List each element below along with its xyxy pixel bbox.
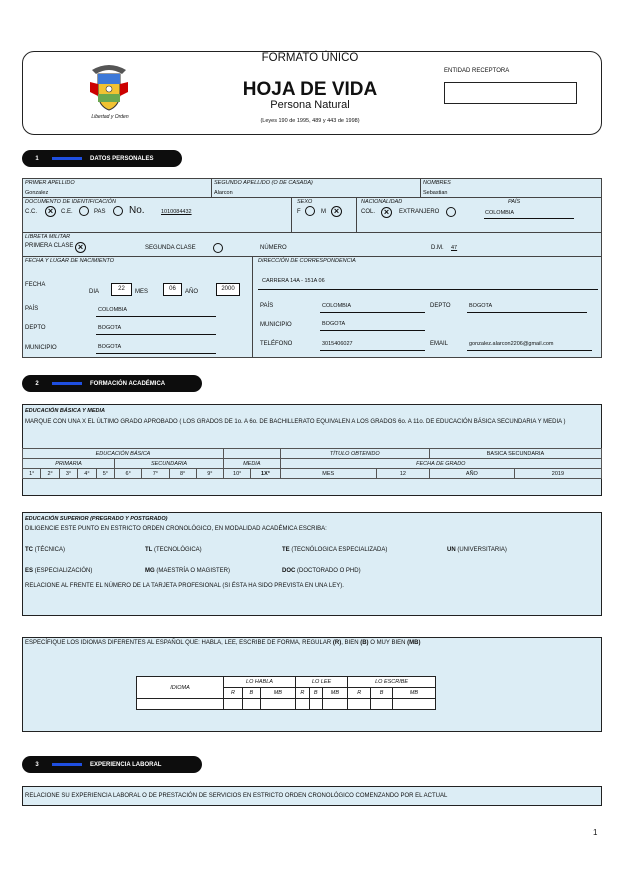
sexo-m-label: M — [321, 209, 326, 215]
tarjeta-instructions: RELACIONE AL FRENTE EL NÚMERO DE LA TARJETA PROFESIONAL (SI ÉSTA HA SIDO PREVISTA EN UNA LEY). — [25, 583, 344, 589]
doc-no-label: No. — [129, 205, 145, 216]
superior-title: EDUCACIÓN SUPERIOR (PREGRADO Y POSTGRADO) — [25, 516, 168, 522]
telefono-underline — [320, 350, 425, 351]
dia-field[interactable]: 22 — [111, 283, 132, 296]
media-header: MEDIA — [223, 459, 280, 469]
primera-clase-radio-checked[interactable]: × — [75, 242, 86, 253]
section-2-header — [22, 375, 202, 392]
fecha-label: FECHA — [25, 282, 46, 288]
idiomas-instructions — [25, 640, 420, 646]
idioma-check[interactable] — [260, 699, 295, 710]
doc-number-value[interactable]: 1010084432 — [161, 209, 192, 215]
extranjero-label: EXTRANJERO — [399, 209, 440, 215]
modalidad-mg — [145, 568, 230, 574]
modalidad-tc — [25, 547, 65, 553]
idioma-check[interactable] — [371, 699, 393, 710]
idioma-check[interactable] — [392, 699, 435, 710]
idiomas-intro-c: O MUY BIEN — [368, 640, 408, 646]
telefono-value[interactable]: 3015406027 — [322, 341, 353, 347]
section-label: FORMACIÓN ACADÉMICA — [90, 380, 166, 387]
pas-label: PAS — [94, 209, 106, 215]
lo-habla-header: LO HABLA — [224, 677, 296, 688]
cc-label: C.C. — [25, 209, 37, 215]
primera-clase-label: PRIMERA CLASE — [25, 243, 74, 249]
doc-code: DOC — [282, 568, 296, 574]
dm-value[interactable]: 47 — [451, 245, 458, 251]
modalidad-te — [282, 547, 387, 553]
depto-value[interactable]: BOGOTA — [98, 325, 122, 331]
idiomas-intro-b: , BIEN — [341, 640, 361, 646]
form-type: FORMATO ÚNICO — [261, 52, 359, 64]
grado-mes-value[interactable]: 12 — [376, 469, 429, 479]
pais2-label: PAÍS — [260, 303, 274, 309]
section-accent — [52, 157, 82, 160]
mg-code: MG — [145, 568, 155, 574]
nacimiento-cell — [22, 256, 253, 358]
depto2-label: DEPTO — [430, 303, 451, 309]
pais-nac-underline — [484, 218, 574, 219]
grade-cell[interactable]: 1° — [23, 469, 41, 479]
segunda-clase-radio[interactable] — [213, 243, 223, 253]
modalidad-es — [25, 568, 92, 574]
te-code: TE — [282, 547, 290, 553]
anio-label: AÑO — [185, 289, 199, 295]
idioma-check[interactable] — [242, 699, 260, 710]
pais2-value[interactable]: COLOMBIA — [322, 303, 352, 309]
grade-cell[interactable]: 6° — [115, 469, 142, 479]
escribe-b: B — [371, 688, 393, 699]
idiomas-mb: (MB) — [407, 640, 421, 646]
municipio2-underline — [320, 330, 425, 331]
page-subtitle: Persona Natural — [270, 99, 350, 111]
grade-cell[interactable]: 10° — [223, 469, 250, 479]
idiomas-r: (R) — [332, 640, 342, 646]
libreta-cell — [22, 232, 602, 257]
libreta-label: LIBRETA MILITAR — [25, 234, 71, 240]
mg-text: (MAESTRÍA O MAGISTER) — [154, 568, 231, 574]
idioma-header: IDIOMA — [137, 677, 224, 699]
pais-nac-lugar-label: PAÍS — [25, 306, 39, 312]
entidad-receptora-field[interactable] — [444, 82, 577, 104]
habla-b: B — [242, 688, 260, 699]
section-accent — [52, 382, 82, 385]
idiomas-b: (B) — [360, 640, 369, 646]
telefono-label: TELÉFONO — [260, 341, 293, 347]
idioma-input[interactable] — [137, 699, 224, 710]
municipio-value[interactable]: BOGOTA — [98, 344, 122, 350]
section-label: EXPERIENCIA LABORAL — [90, 761, 162, 768]
primer-apellido-label: PRIMER APELLIDO — [25, 180, 75, 186]
pais-nac-value[interactable]: COLOMBIA — [485, 210, 515, 216]
municipio2-value[interactable]: BOGOTA — [322, 321, 346, 327]
extranjero-radio[interactable] — [446, 207, 456, 217]
sexo-f-label: F — [297, 209, 301, 215]
laws-note: (Leyes 190 de 1995, 489 y 443 de 1998) — [260, 118, 360, 124]
direccion-underline — [258, 289, 598, 290]
basica-instructions: MARQUE CON UNA X EL ÚLTIMO GRADO APROBADO ( LOS GRADOS DE 1o. A 6o. DE BACHILLERATO EQUIVALEN A LOS GRADOS 6o. A 11o. DE EDUCACIÓN BÁSICA SECUNDARIA Y MEDIA ) — [25, 419, 566, 425]
cc-radio-checked[interactable]: × — [45, 206, 56, 217]
coat-of-arms-motto: Libertad y Orden — [91, 114, 129, 120]
ce-label: C.E. — [61, 209, 73, 215]
direccion-value[interactable]: CARRERA 14A - 151A 06 — [262, 278, 325, 284]
idioma-check[interactable] — [348, 699, 371, 710]
email-value[interactable]: gonzalez.alarcon2206@gmail.com — [469, 341, 554, 347]
un-code: UN — [447, 547, 456, 553]
col-radio-checked[interactable]: × — [381, 207, 392, 218]
grade-cell[interactable]: 7° — [142, 469, 169, 479]
experiencia-instructions: RELACIONE SU EXPERIENCIA LABORAL O DE PRESTACIÓN DE SERVICIOS EN ESTRICTO ORDEN CRONOLÓGICO COMENZANDO POR EL ACTUAL — [25, 793, 448, 799]
grados-table — [22, 448, 602, 479]
email-underline — [467, 350, 592, 351]
fecha-grado-header: FECHA DE GRADO — [280, 459, 601, 469]
municipio2-label: MUNICIPIO — [260, 322, 292, 328]
lee-mb: MB — [322, 688, 348, 699]
nombres-value[interactable]: Sebastian — [423, 190, 448, 196]
modalidad-un — [447, 547, 507, 553]
escribe-mb: MB — [392, 688, 435, 699]
segundo-apellido-value[interactable]: Alarcon — [214, 190, 233, 196]
grade-cell[interactable]: 3° — [59, 469, 77, 479]
col-label: COL. — [361, 209, 376, 215]
habla-r: R — [224, 688, 243, 699]
idiomas-intro-a: ESPECÍFIQUE LOS IDIOMAS DIFERENTES AL ESPAÑOL QUE: HABLA, LEE, ESCRIBE DE FORMA, REGULAR — [25, 640, 333, 646]
pais-nac-label: PAÍS — [508, 199, 521, 205]
page-number: 1 — [593, 828, 598, 837]
sexo-label: SEXO — [297, 199, 313, 205]
direccion-label: DIRECCIÓN DE CORRESPONDENCIA — [258, 258, 356, 264]
depto-underline — [96, 334, 216, 335]
municipio-underline — [96, 353, 216, 354]
email-label: EMAIL — [430, 341, 449, 347]
tl-code: TL — [145, 547, 153, 553]
escribe-r: R — [348, 688, 371, 699]
grade-cell[interactable]: 9° — [196, 469, 223, 479]
pais-nac-lugar-value[interactable]: COLOMBIA — [98, 307, 128, 313]
grado-anio-label: AÑO — [429, 469, 514, 479]
tc-code: TC — [25, 547, 33, 553]
documento-label: DOCUMENTO DE IDENTIFICACIÓN — [25, 199, 116, 205]
nombres-label: NOMBRES — [423, 180, 451, 186]
edu-basica-header-blank — [223, 449, 280, 459]
edu-basica-header: EDUCACIÓN BÁSICA — [23, 449, 224, 459]
grade-cell[interactable]: 4° — [78, 469, 96, 479]
nacimiento-label: FECHA Y LUGAR DE NACIMIENTO — [25, 258, 115, 264]
depto-label: DEPTO — [25, 325, 46, 331]
superior-instructions: DILIGENCIE ESTE PUNTO EN ESTRICTO ORDEN CRONOLÓGICO, EN MODALIDAD ACADÉMICA ESCRIBA: — [25, 526, 327, 532]
segundo-apellido-label: SEGUNDO APELLIDO (O DE CASADA) — [214, 180, 313, 186]
grade-cell[interactable]: 2° — [41, 469, 59, 479]
section-1-header — [22, 150, 182, 167]
mes-label: MES — [135, 289, 149, 295]
mes-field[interactable]: 06 — [163, 283, 182, 296]
es-text: (ESPECIALIZACIÓN) — [33, 568, 93, 574]
te-text: (TECNÓLOGICA ESPECIALIZADA) — [289, 547, 388, 553]
segunda-clase-label: SEGUNDA CLASE — [145, 245, 196, 251]
idioma-check[interactable] — [295, 699, 309, 710]
modalidad-tl — [145, 547, 202, 553]
grade-cell[interactable]: 5° — [96, 469, 114, 479]
grade-cell[interactable]: 8° — [169, 469, 196, 479]
grado-mes-label: MES — [280, 469, 376, 479]
depto2-underline — [467, 312, 587, 313]
idioma-check[interactable] — [322, 699, 348, 710]
lo-escribe-header: LO ESCRIBE — [348, 677, 436, 688]
idiomas-table — [136, 676, 436, 710]
nacionalidad-label: NACIONALIDAD — [361, 199, 403, 205]
section-3-header — [22, 756, 202, 773]
pais2-underline — [320, 312, 425, 313]
tc-text: (TÉCNICA) — [33, 547, 65, 553]
municipio-label: MUNICIPIO — [25, 345, 57, 351]
lee-r: R — [295, 688, 309, 699]
pas-radio[interactable] — [113, 206, 123, 216]
tl-text: (TECNOLÓGICA) — [152, 547, 202, 553]
section-number: 1 — [35, 155, 39, 162]
sexo-f-radio[interactable] — [305, 206, 315, 216]
sexo-m-radio-checked[interactable]: × — [331, 206, 342, 217]
dm-label: D.M. — [431, 245, 444, 251]
lo-lee-header: LO LEE — [295, 677, 347, 688]
ce-radio[interactable] — [79, 206, 89, 216]
entidad-label: ENTIDAD RECEPTORA — [444, 68, 510, 74]
anio-field[interactable]: 2000 — [216, 283, 240, 296]
primaria-header: PRIMARIA — [23, 459, 115, 469]
lee-b: B — [309, 688, 322, 699]
section-number: 2 — [35, 380, 39, 387]
coat-of-arms-icon — [88, 62, 130, 112]
section-accent — [52, 763, 82, 766]
habla-mb: MB — [260, 688, 295, 699]
page-title: HOJA DE VIDA — [242, 79, 378, 100]
un-text: (UNIVERSITARIA) — [455, 547, 507, 553]
grado-anio-value[interactable]: 2019 — [514, 469, 601, 479]
secundaria-header: SECUNDARIA — [115, 459, 224, 469]
primer-apellido-value[interactable]: Gonzalez — [25, 190, 49, 196]
section-number: 3 — [35, 761, 39, 768]
doc-text: (DOCTORADO O PHD) — [295, 568, 361, 574]
idioma-check[interactable] — [309, 699, 322, 710]
titulo-label: TÍTULO OBTENIDO — [280, 449, 429, 459]
es-code: ES — [25, 568, 34, 574]
modalidad-doc — [282, 568, 361, 574]
numero-label: NÚMERO — [260, 245, 287, 251]
depto2-value[interactable]: BOGOTA — [469, 303, 493, 309]
titulo-value[interactable]: BASICA SECUNDARIA — [429, 449, 601, 459]
dia-label: DIA — [89, 289, 100, 295]
basica-title: EDUCACIÓN BÁSICA Y MEDIA — [25, 408, 105, 414]
idioma-check[interactable] — [224, 699, 243, 710]
grade-cell-checked[interactable]: 1X° — [251, 469, 280, 479]
pais-underline — [96, 316, 216, 317]
section-label: DATOS PERSONALES — [90, 155, 154, 162]
